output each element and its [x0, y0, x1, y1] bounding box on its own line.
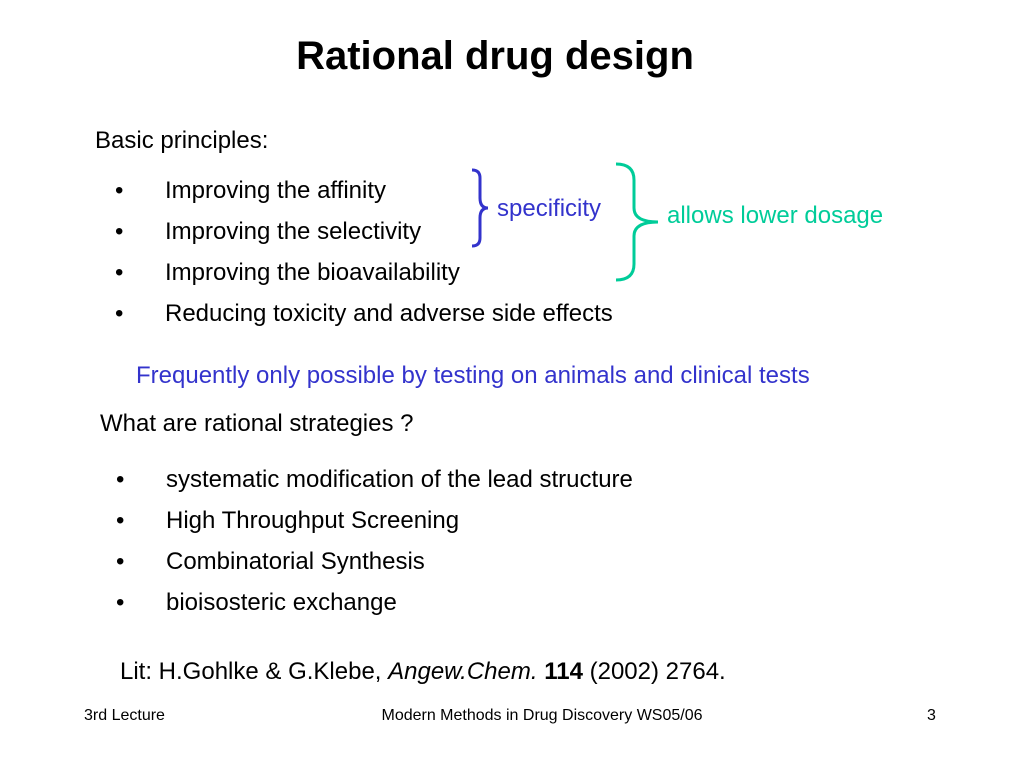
principle-text: Reducing toxicity and adverse side effects: [165, 300, 613, 327]
specificity-label: specificity: [497, 195, 602, 222]
strategy-text: systematic modification of the lead structure: [166, 466, 633, 493]
footer-lecture: 3rd Lecture: [84, 707, 165, 724]
principles-heading: Basic principles:: [95, 127, 269, 154]
bullet-icon: •: [116, 507, 125, 534]
strategy-text: Combinatorial Synthesis: [166, 548, 425, 575]
dosage-label: allows lower dosage: [667, 202, 884, 229]
bullet-icon: •: [116, 548, 125, 575]
literature-journal: Angew.Chem.: [388, 658, 538, 685]
literature-reference: [120, 658, 726, 686]
bullet-icon: •: [115, 300, 124, 327]
literature-volume: 114: [544, 658, 583, 685]
specificity-brace-icon: [466, 168, 494, 248]
footer-course-title: Modern Methods in Drug Discovery WS05/06: [381, 707, 703, 724]
bullet-icon: •: [116, 589, 125, 616]
dosage-brace-icon: [614, 160, 662, 284]
literature-suffix: (2002) 2764.: [582, 658, 726, 685]
principle-text: Improving the selectivity: [165, 218, 422, 245]
bullet-icon: •: [115, 177, 124, 204]
strategy-text: bioisosteric exchange: [166, 589, 397, 616]
strategy-text: High Throughput Screening: [166, 507, 460, 534]
literature-prefix: Lit: H.Gohlke & G.Klebe,: [120, 658, 389, 685]
strategies-heading: What are rational strategies ?: [100, 410, 414, 437]
bullet-icon: •: [116, 466, 125, 493]
testing-note: Frequently only possible by testing on animals and clinical tests: [136, 362, 810, 389]
bullet-icon: •: [115, 259, 124, 286]
footer-page-number: 3: [927, 707, 936, 724]
bullet-icon: •: [115, 218, 124, 245]
principle-text: Improving the affinity: [165, 177, 387, 204]
slide-title: Rational drug design: [296, 34, 694, 78]
principle-text: Improving the bioavailability: [165, 259, 460, 286]
